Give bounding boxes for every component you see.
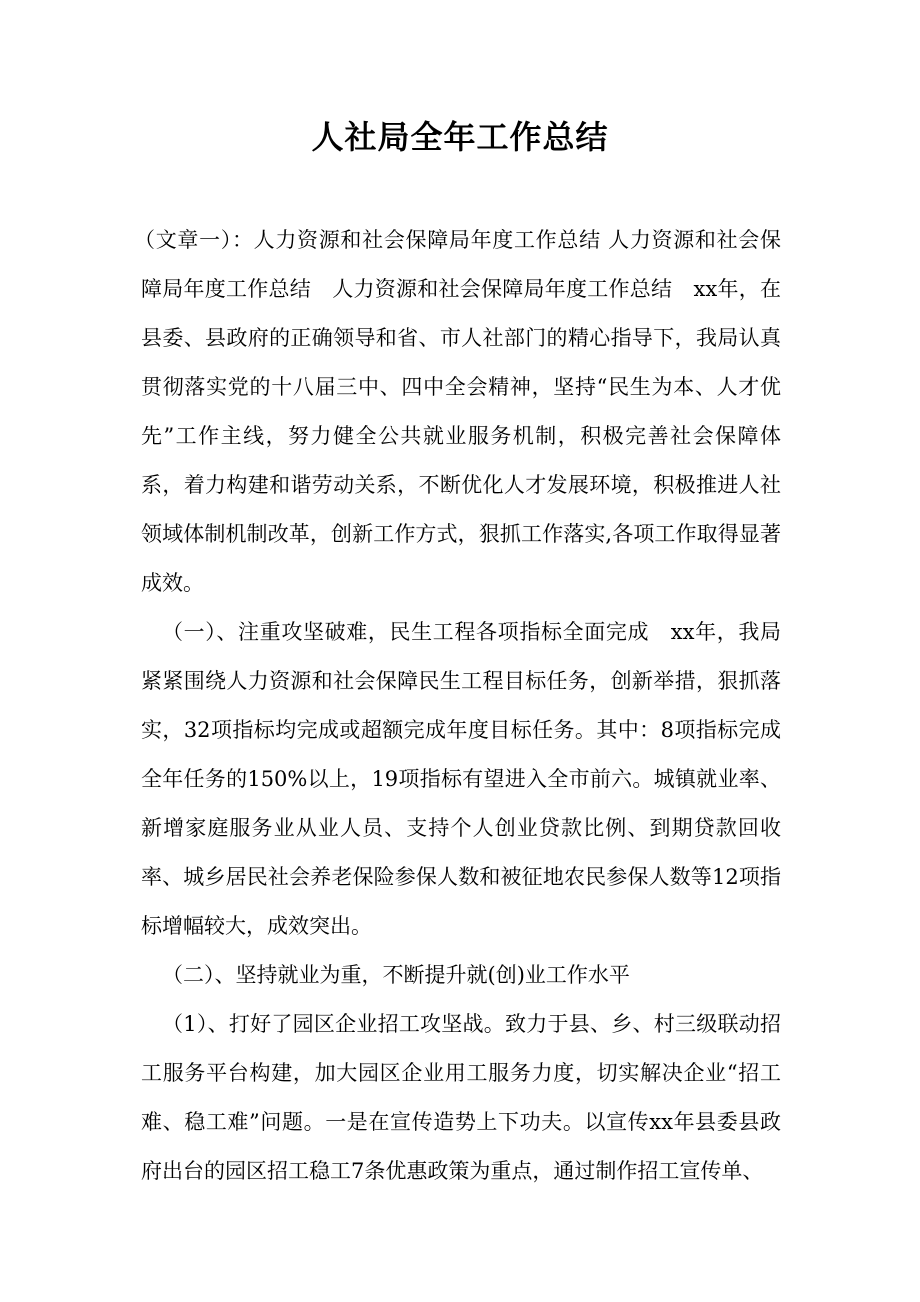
paragraph-section-two-heading: （二）、坚持就业为重，不断提升就(创)业工作水平 bbox=[162, 963, 630, 987]
paragraph-section-one: （一）、注重攻坚破难，民生工程各项指标全面完成 xx年，我局紧紧围绕人力资源和社会保障民生工程目标任务，创新举措，狠抓落实，32项指标均完成或超额完成年度目标任务。其中：8项指标完成全年任务的150%以上，19项指标有望进入全市前六。城镇就业率、新增家庭服务业从业人员、支持个人创业贷款比例、到期贷款回收率、城乡居民社会养老保险参保人数和被征地农民参保人数等12项指标增幅较大，成效突出。 bbox=[141, 620, 781, 938]
document-title: 人社局全年工作总结 bbox=[311, 118, 609, 156]
paragraph-subsection-one: （1）、打好了园区企业招工攻坚战。致力于县、乡、村三级联动招工服务平台构建，加大园区企业用工服务力度，切实解决企业“招工难、稳工难”问题。一是在宣传造势上下功夫。以宣传xx年县委县政府出台的园区招工稳工7条优惠政策为重点，通过制作招工宣传单、 bbox=[141, 1012, 781, 1183]
paragraph-article-intro: （文章一）：人力资源和社会保障局年度工作总结 人力资源和社会保障局年度工作总结 人力资源和社会保障局年度工作总结 xx年，在县委、县政府的正确领导和省、市人社部门的精心指导下，我局认真贯彻落实党的十八届三中、四中全会精神，坚持“民生为本、人才优先”工作主线，努力健全公共就业服务机制，积极完善社会保障体系，着力构建和谐劳动关系，不断优化人才发展环境，积极推进人社领域体制机制改革，创新工作方式，狠抓工作落实,各项工作取得显著成效。 bbox=[134, 228, 781, 595]
document-body bbox=[134, 216, 781, 1196]
